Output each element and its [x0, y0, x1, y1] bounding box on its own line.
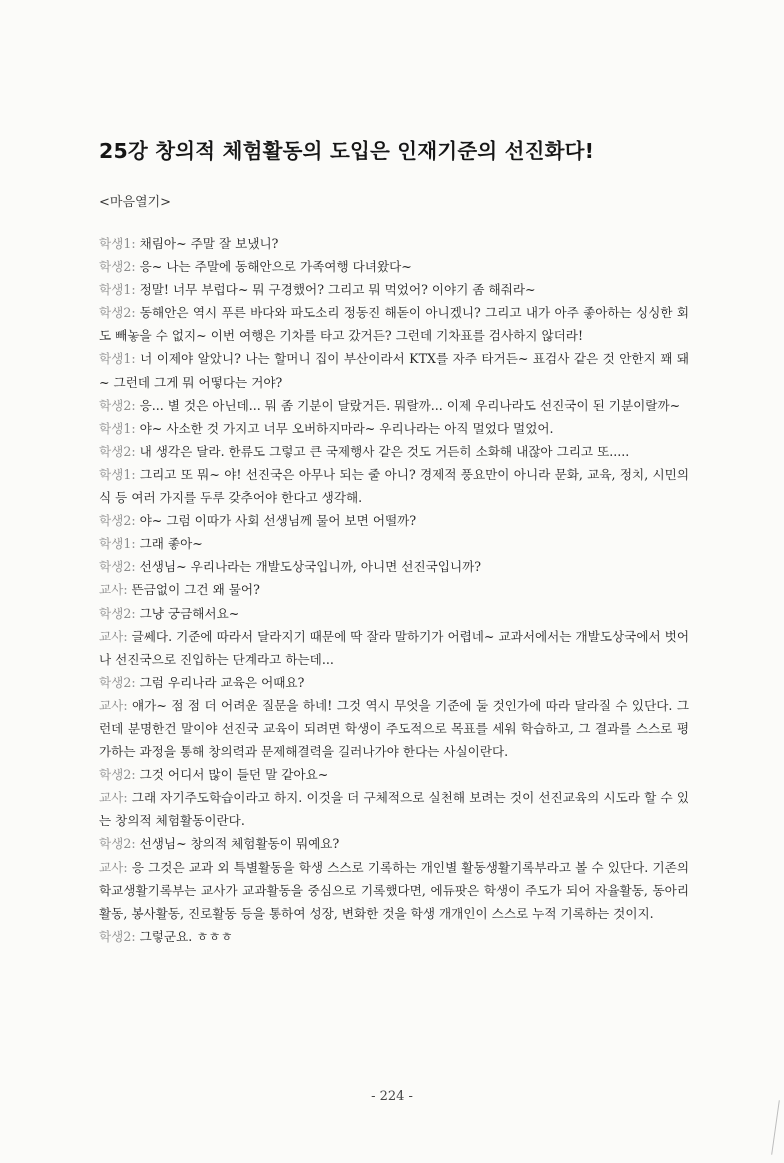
- speaker-label: 교사: [99, 628, 124, 644]
- dialogue-line: [99, 232, 689, 255]
- dialogue-text: 그리고 또 뭐~ 야! 선진국은 아무나 되는 줄 아니? 경제적 풍요만이 아니라 문화, 교육, 정치, 시민의식 등 여러 가지를 두루 갖추어야 한다고 생각해.: [99, 466, 689, 506]
- dialogue-text: 채림아~ 주말 잘 보냈니?: [139, 236, 279, 251]
- speaker-label: 학생2: [99, 605, 132, 621]
- dialogue-text: 너 이제야 알았니? 나는 할머니 집이 부산이라서 KTX를 자주 타거든~ 표검사 같은 것 안한지 꽤 돼~ 그런데 그게 뭐 어떻다는 거야?: [99, 351, 690, 390]
- chapter-title: 25강 창의적 체험활동의 도입은 인재기준의 선진화다!: [99, 139, 595, 163]
- speaker-label: 학생2: [99, 443, 132, 459]
- speaker-separator: :: [131, 259, 140, 275]
- speaker-separator: :: [123, 582, 132, 598]
- dialogue-text: 그럼 우리나라 교육은 어때요?: [139, 674, 305, 690]
- dialogue-text: 그것 어디서 많이 들던 말 같아요~: [139, 767, 329, 783]
- dialogue-text: 응... 별 것은 아닌데... 뭐 좀 기분이 달랐거든. 뭐랄까... 이제 우리나라도 선진국이 된 기분이랄까~: [139, 397, 681, 413]
- speaker-label: 학생2: [99, 305, 132, 321]
- speaker-separator: :: [123, 628, 132, 644]
- dialogue-line: [99, 832, 689, 855]
- speaker-separator: :: [131, 420, 140, 436]
- speaker-label: 학생1: [99, 466, 132, 482]
- dialogue-text: 내 생각은 달라. 한류도 그렇고 큰 국제행사 같은 것도 거든히 소화해 내잖아 그리고 또.....: [139, 443, 630, 459]
- dialogue-text: 그래 자기주도학습이라고 하지. 이것을 더 구체적으로 실천해 보려는 것이 선진교육의 시도라 할 수 있는 창의적 체험활동이란다.: [99, 790, 689, 829]
- speaker-label: 학생2: [99, 674, 132, 690]
- speaker-separator: :: [123, 697, 133, 713]
- speaker-separator: :: [131, 305, 140, 321]
- dialogue-line: [99, 925, 689, 948]
- dialogue-line: [99, 417, 689, 440]
- dialogue-text: 그렇군요. ㅎㅎㅎ: [139, 928, 233, 944]
- dialogue-text: 응~ 나는 주말에 동해안으로 가족여행 다녀왔다~: [139, 259, 412, 275]
- dialogue-text: 뜬금없이 그건 왜 물어?: [131, 582, 260, 598]
- speaker-label: 교사: [99, 697, 124, 713]
- speaker-separator: :: [123, 790, 132, 806]
- dialogue-text: 야~ 그럼 이따가 사회 선생님께 물어 보면 어떨까?: [139, 513, 417, 529]
- dialogue-text: 그래 좋아~: [139, 536, 203, 552]
- speaker-separator: :: [131, 466, 140, 482]
- section-label: <마음열기>: [99, 195, 172, 210]
- speaker-label: 학생1: [99, 282, 132, 298]
- speaker-label: 학생2: [99, 513, 132, 529]
- dialogue-line: [99, 602, 689, 625]
- dialogue-text: 야~ 사소한 것 가지고 너무 오버하지마라~ 우리나라는 아직 멀었다 멀었어.: [139, 420, 554, 436]
- speaker-separator: :: [131, 513, 140, 529]
- speaker-separator: :: [131, 536, 140, 552]
- dialogue-line: [99, 694, 689, 763]
- speaker-label: 학생2: [99, 397, 132, 413]
- speaker-label: 학생2: [99, 259, 132, 275]
- dialogue-line: [99, 255, 689, 278]
- speaker-separator: :: [131, 605, 140, 621]
- dialogue-line: [99, 509, 689, 532]
- dialogue-text: 글쎄다. 기준에 따라서 달라지기 때문에 딱 잘라 말하기가 어렵네~ 교과서에서는 개발도상국에서 벗어나 선진국으로 진입하는 단계라고 하는데...: [99, 628, 689, 667]
- speaker-label: 학생1: [99, 420, 132, 436]
- dialogue-line: [99, 440, 689, 463]
- dialogue-line: [99, 763, 689, 786]
- speaker-label: 학생1: [99, 351, 132, 367]
- dialogue-line: [99, 625, 689, 671]
- dialogue-text: 선생님~ 창의적 체험활동이 뭐예요?: [139, 836, 340, 852]
- speaker-label: 학생1: [99, 536, 132, 552]
- speaker-separator: :: [131, 236, 140, 251]
- dialogue-line: [99, 532, 689, 555]
- dialogue-text: 응 그것은 교과 외 특별활동을 학생 스스로 기록하는 개인별 활동생활기록부라고 볼 수 있단다. 기존의 학교생활기록부는 교사가 교과활동을 중심으로 기록했다면, 에듀팟은 학생이 주도가 되어 자율활동, 동아리활동, 봉사활동, 진로활동 등을 통하여 성장, 변화한 것을 학생 개개인이 스스로 누적 기록하는 것이지.: [99, 859, 689, 921]
- speaker-separator: :: [131, 443, 140, 459]
- speaker-separator: :: [131, 351, 141, 367]
- page-number: - 224 -: [371, 1089, 413, 1104]
- dialogue-line: [99, 578, 689, 601]
- speaker-label: 학생2: [99, 559, 132, 575]
- dialogue-line: [99, 555, 689, 578]
- dialogue-text: 그냥 궁금해서요~: [139, 605, 240, 621]
- speaker-separator: :: [131, 836, 140, 852]
- speaker-separator: :: [131, 397, 140, 413]
- speaker-separator: :: [131, 282, 140, 298]
- speaker-label: 학생1: [99, 236, 132, 251]
- dialogue-line: [99, 786, 689, 832]
- speaker-separator: :: [131, 559, 140, 575]
- dialogue-text: 정말! 너무 부럽다~ 뭐 구경했어? 그리고 뭐 먹었어? 이야기 좀 해줘라~: [139, 282, 536, 298]
- dialogue-line: [99, 394, 689, 417]
- dialogue-line: [99, 856, 689, 925]
- dialogue-line: [99, 671, 689, 694]
- dialogue-line: [99, 301, 689, 347]
- dialogue: [99, 232, 689, 948]
- speaker-label: 학생2: [99, 928, 132, 944]
- dialogue-line: [99, 347, 689, 393]
- speaker-label: 학생2: [99, 836, 132, 852]
- dialogue-line: [99, 463, 689, 509]
- speaker-separator: :: [131, 928, 140, 944]
- speaker-label: 학생2: [99, 767, 132, 783]
- speaker-separator: :: [131, 674, 140, 690]
- speaker-label: 교사: [99, 790, 124, 806]
- dialogue-text: 동해안은 역시 푸른 바다와 파도소리 정동진 해돋이 아니겠니? 그리고 내가 아주 좋아하는 싱싱한 회도 빼놓을 수 없지~ 이번 여행은 기차를 타고 갔거든? 그런데 기차표를 검사하지 않더라!: [99, 305, 689, 344]
- page-edge-mark: [771, 1100, 780, 1155]
- dialogue-text: 얘가~ 점 점 더 어려운 질문을 하네! 그것 역시 무엇을 기준에 둘 것인가에 따라 달라질 수 있단다. 그런데 분명한건 말이야 선진국 교육이 되려면 학생이 주도적으로 목표를 세워 학습하고, 그 결과를 스스로 평가하는 과정을 통해 창의력과 문제해결력을 길러나가야 한다는 사실이란다.: [99, 697, 690, 760]
- dialogue-text: 선생님~ 우리나라는 개발도상국입니까, 아니면 선진국입니까?: [139, 559, 482, 575]
- speaker-separator: :: [123, 859, 132, 875]
- speaker-separator: :: [131, 767, 140, 783]
- dialogue-line: [99, 278, 689, 301]
- speaker-label: 교사: [99, 582, 124, 598]
- speaker-label: 교사: [99, 859, 124, 875]
